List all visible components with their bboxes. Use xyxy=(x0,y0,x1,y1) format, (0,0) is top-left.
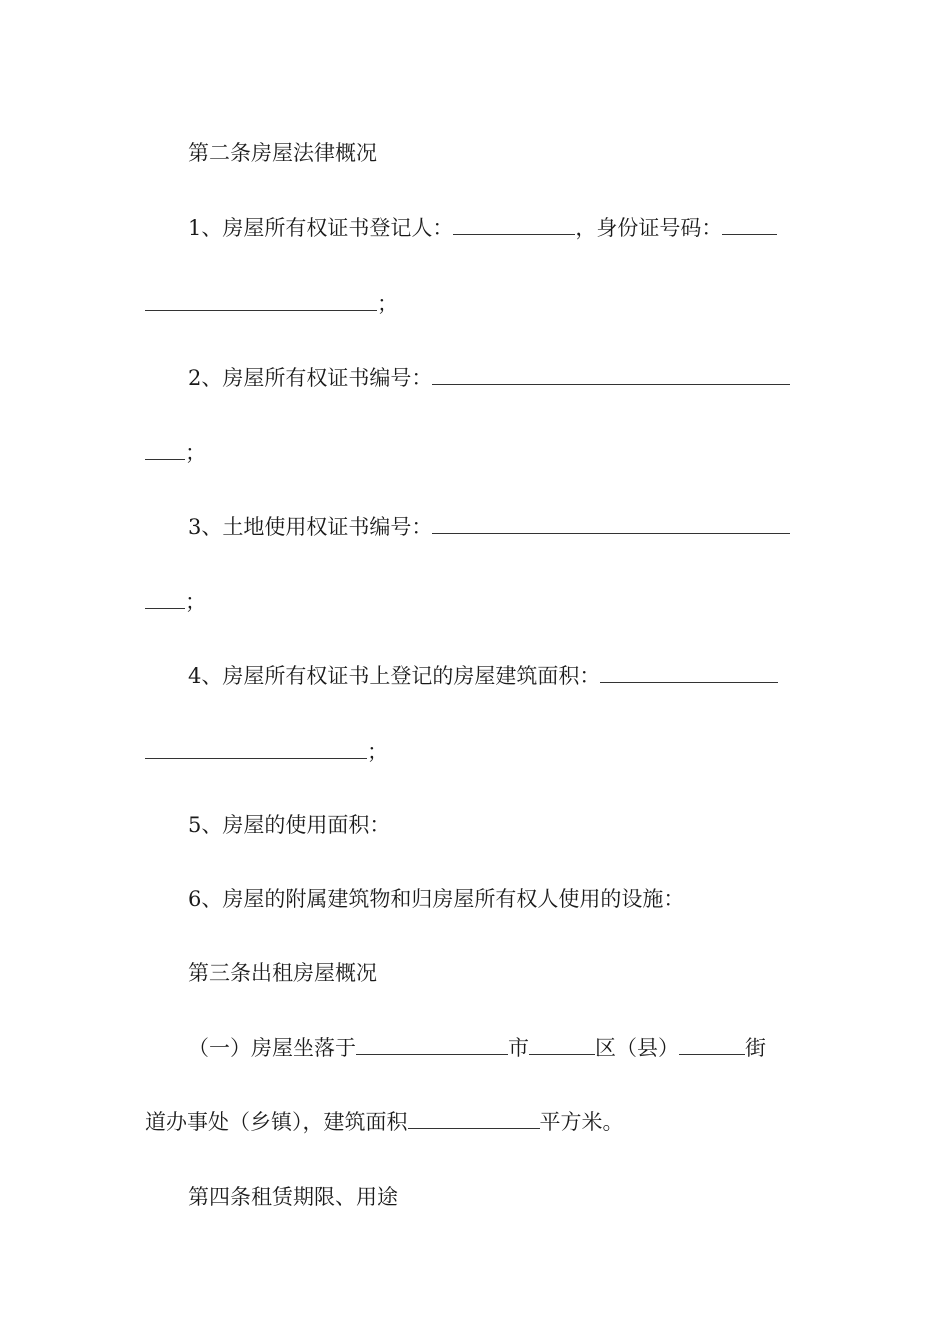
city-blank xyxy=(356,1036,508,1055)
article-2-title: 第二条房屋法律概况 xyxy=(188,141,377,165)
item-3-label: 3、土地使用权证书编号： xyxy=(188,515,433,539)
item-1-continuation xyxy=(145,292,398,316)
district-blank xyxy=(529,1036,595,1055)
location-street: 街 xyxy=(745,1036,766,1060)
location-line2-b: 平方米。 xyxy=(539,1110,624,1134)
ownership-cert-blank xyxy=(432,366,790,385)
item-3-end: ； xyxy=(185,590,206,614)
location-city: 市 xyxy=(508,1036,529,1060)
item-4-end: ； xyxy=(367,740,388,764)
item-5-line: 5、房屋的使用面积： xyxy=(188,813,391,837)
registered-area-blank xyxy=(600,664,778,683)
item-2-line xyxy=(188,366,790,390)
item-1-line xyxy=(188,216,777,240)
ownership-cert-blank-cont xyxy=(145,441,185,460)
location-district: 区（县） xyxy=(595,1036,679,1060)
land-cert-blank-cont xyxy=(145,590,185,609)
item-1-mid: ，身份证号码： xyxy=(575,216,723,240)
registered-area-blank-cont xyxy=(145,740,367,759)
location-line2-a: 道办事处（乡镇），建筑面积 xyxy=(145,1110,408,1134)
item-4-line xyxy=(188,664,778,688)
street-blank xyxy=(679,1036,745,1055)
item-1-label: 1、房屋所有权证书登记人： xyxy=(188,216,454,240)
item-6-line: 6、房屋的附属建筑物和归房屋所有权人使用的设施： xyxy=(188,887,685,911)
item-2-continuation xyxy=(145,441,206,465)
location-prefix: （一）房屋坐落于 xyxy=(188,1036,356,1060)
item-1-end: ； xyxy=(377,292,398,316)
article-4-title: 第四条租赁期限、用途 xyxy=(188,1185,398,1209)
location-line-1 xyxy=(188,1036,766,1060)
item-2-end: ； xyxy=(185,441,206,465)
item-3-continuation xyxy=(145,590,206,614)
item-4-label: 4、房屋所有权证书上登记的房屋建筑面积： xyxy=(188,664,601,688)
article-3-title: 第三条出租房屋概况 xyxy=(188,961,377,985)
registrant-blank xyxy=(453,216,575,235)
id-number-blank-cont xyxy=(145,292,377,311)
land-cert-blank xyxy=(432,515,790,534)
item-2-label: 2、房屋所有权证书编号： xyxy=(188,366,433,390)
id-number-blank xyxy=(722,216,777,235)
building-area-blank xyxy=(408,1110,540,1129)
item-4-continuation xyxy=(145,740,388,764)
item-3-line xyxy=(188,515,790,539)
location-line-2 xyxy=(145,1110,624,1134)
